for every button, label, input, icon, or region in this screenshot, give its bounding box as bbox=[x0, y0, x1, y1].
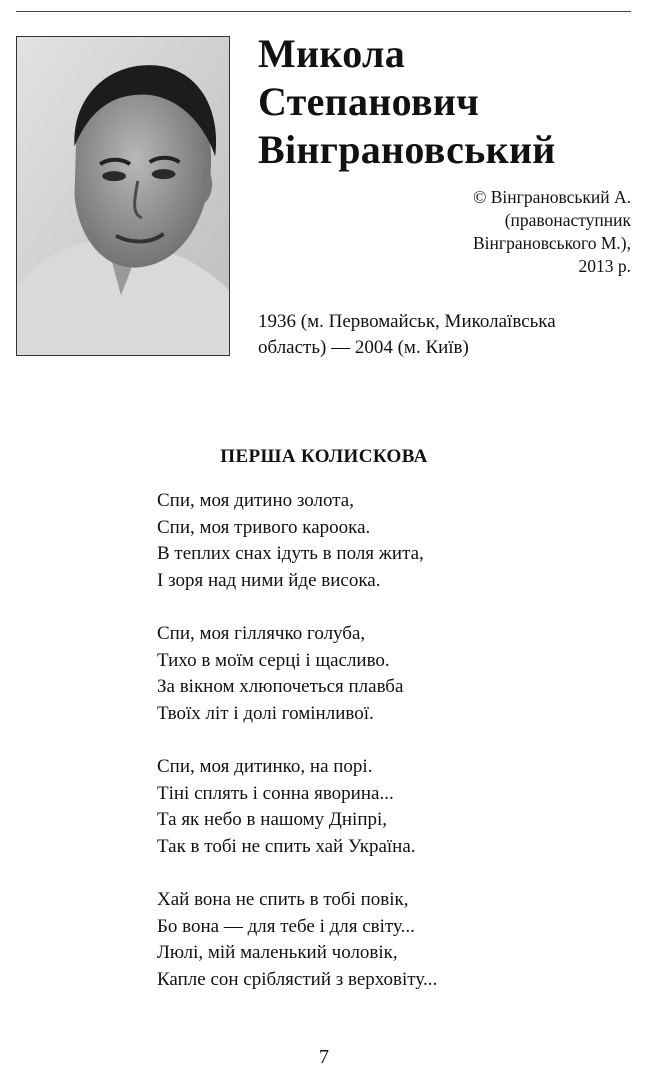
poem-line: Твоїх літ і долі гомінливої. bbox=[157, 702, 374, 724]
poem-line: Тіні сплять і сонна яворина... bbox=[157, 782, 394, 804]
poem-stanza bbox=[157, 887, 597, 993]
copyright-notice bbox=[331, 186, 631, 278]
poem-line: В теплих снах ідуть в поля жита, bbox=[157, 543, 424, 564]
poem-line: Спи, моя дитинко, на порі. bbox=[157, 756, 373, 777]
bio-line: область) — 2004 (м. Київ) bbox=[258, 337, 469, 358]
poem-title: ПЕРША КОЛИСКОВА bbox=[220, 446, 428, 467]
poem-stanza bbox=[157, 621, 597, 727]
poem-line: І зоря над ними йде висока. bbox=[157, 569, 381, 591]
copyright-line: (правонаступник bbox=[504, 210, 631, 230]
poem-line: За вікном хлюпочеться плавба bbox=[157, 676, 404, 697]
copyright-line: Вінграновського М.), bbox=[473, 233, 631, 253]
author-name-line: Микола bbox=[258, 31, 406, 76]
poem-body bbox=[157, 488, 597, 1020]
poem-line: Спи, моя дитино золота, bbox=[157, 490, 354, 511]
poem-line: Спи, моя гіллячко голуба, bbox=[157, 623, 366, 644]
author-name-line: Степанович bbox=[258, 79, 480, 124]
author-name bbox=[258, 30, 638, 174]
copyright-line: 2013 р. bbox=[578, 256, 631, 276]
poem-line: Бо вона — для тебе і для світу... bbox=[157, 915, 415, 937]
poem-stanza bbox=[157, 488, 597, 594]
copyright-line: © Вінграновський А. bbox=[473, 187, 631, 207]
bio-line: 1936 (м. Первомайськ, Миколаївська bbox=[258, 311, 556, 332]
poem-line: Так в тобі не спить хай Україна. bbox=[157, 835, 416, 857]
author-bio-dates bbox=[258, 309, 633, 361]
poem-stanza bbox=[157, 754, 597, 860]
portrait-illustration bbox=[17, 37, 229, 355]
page-number: 7 bbox=[319, 1046, 329, 1068]
poem-line: Та як небо в нашому Дніпрі, bbox=[157, 809, 388, 830]
author-portrait bbox=[16, 36, 230, 356]
poem-line: Люлі, мій маленький чоловік, bbox=[157, 942, 398, 963]
top-rule bbox=[16, 11, 631, 12]
author-name-line: Вінграновський bbox=[258, 127, 556, 172]
poem-line: Капле сон сріблястий з верховіту... bbox=[157, 968, 438, 990]
poem-line: Хай вона не спить в тобі повік, bbox=[157, 889, 409, 910]
poem-line: Тихо в моїм серці і щасливо. bbox=[157, 649, 390, 671]
poem-line: Спи, моя тривого кароока. bbox=[157, 516, 371, 538]
